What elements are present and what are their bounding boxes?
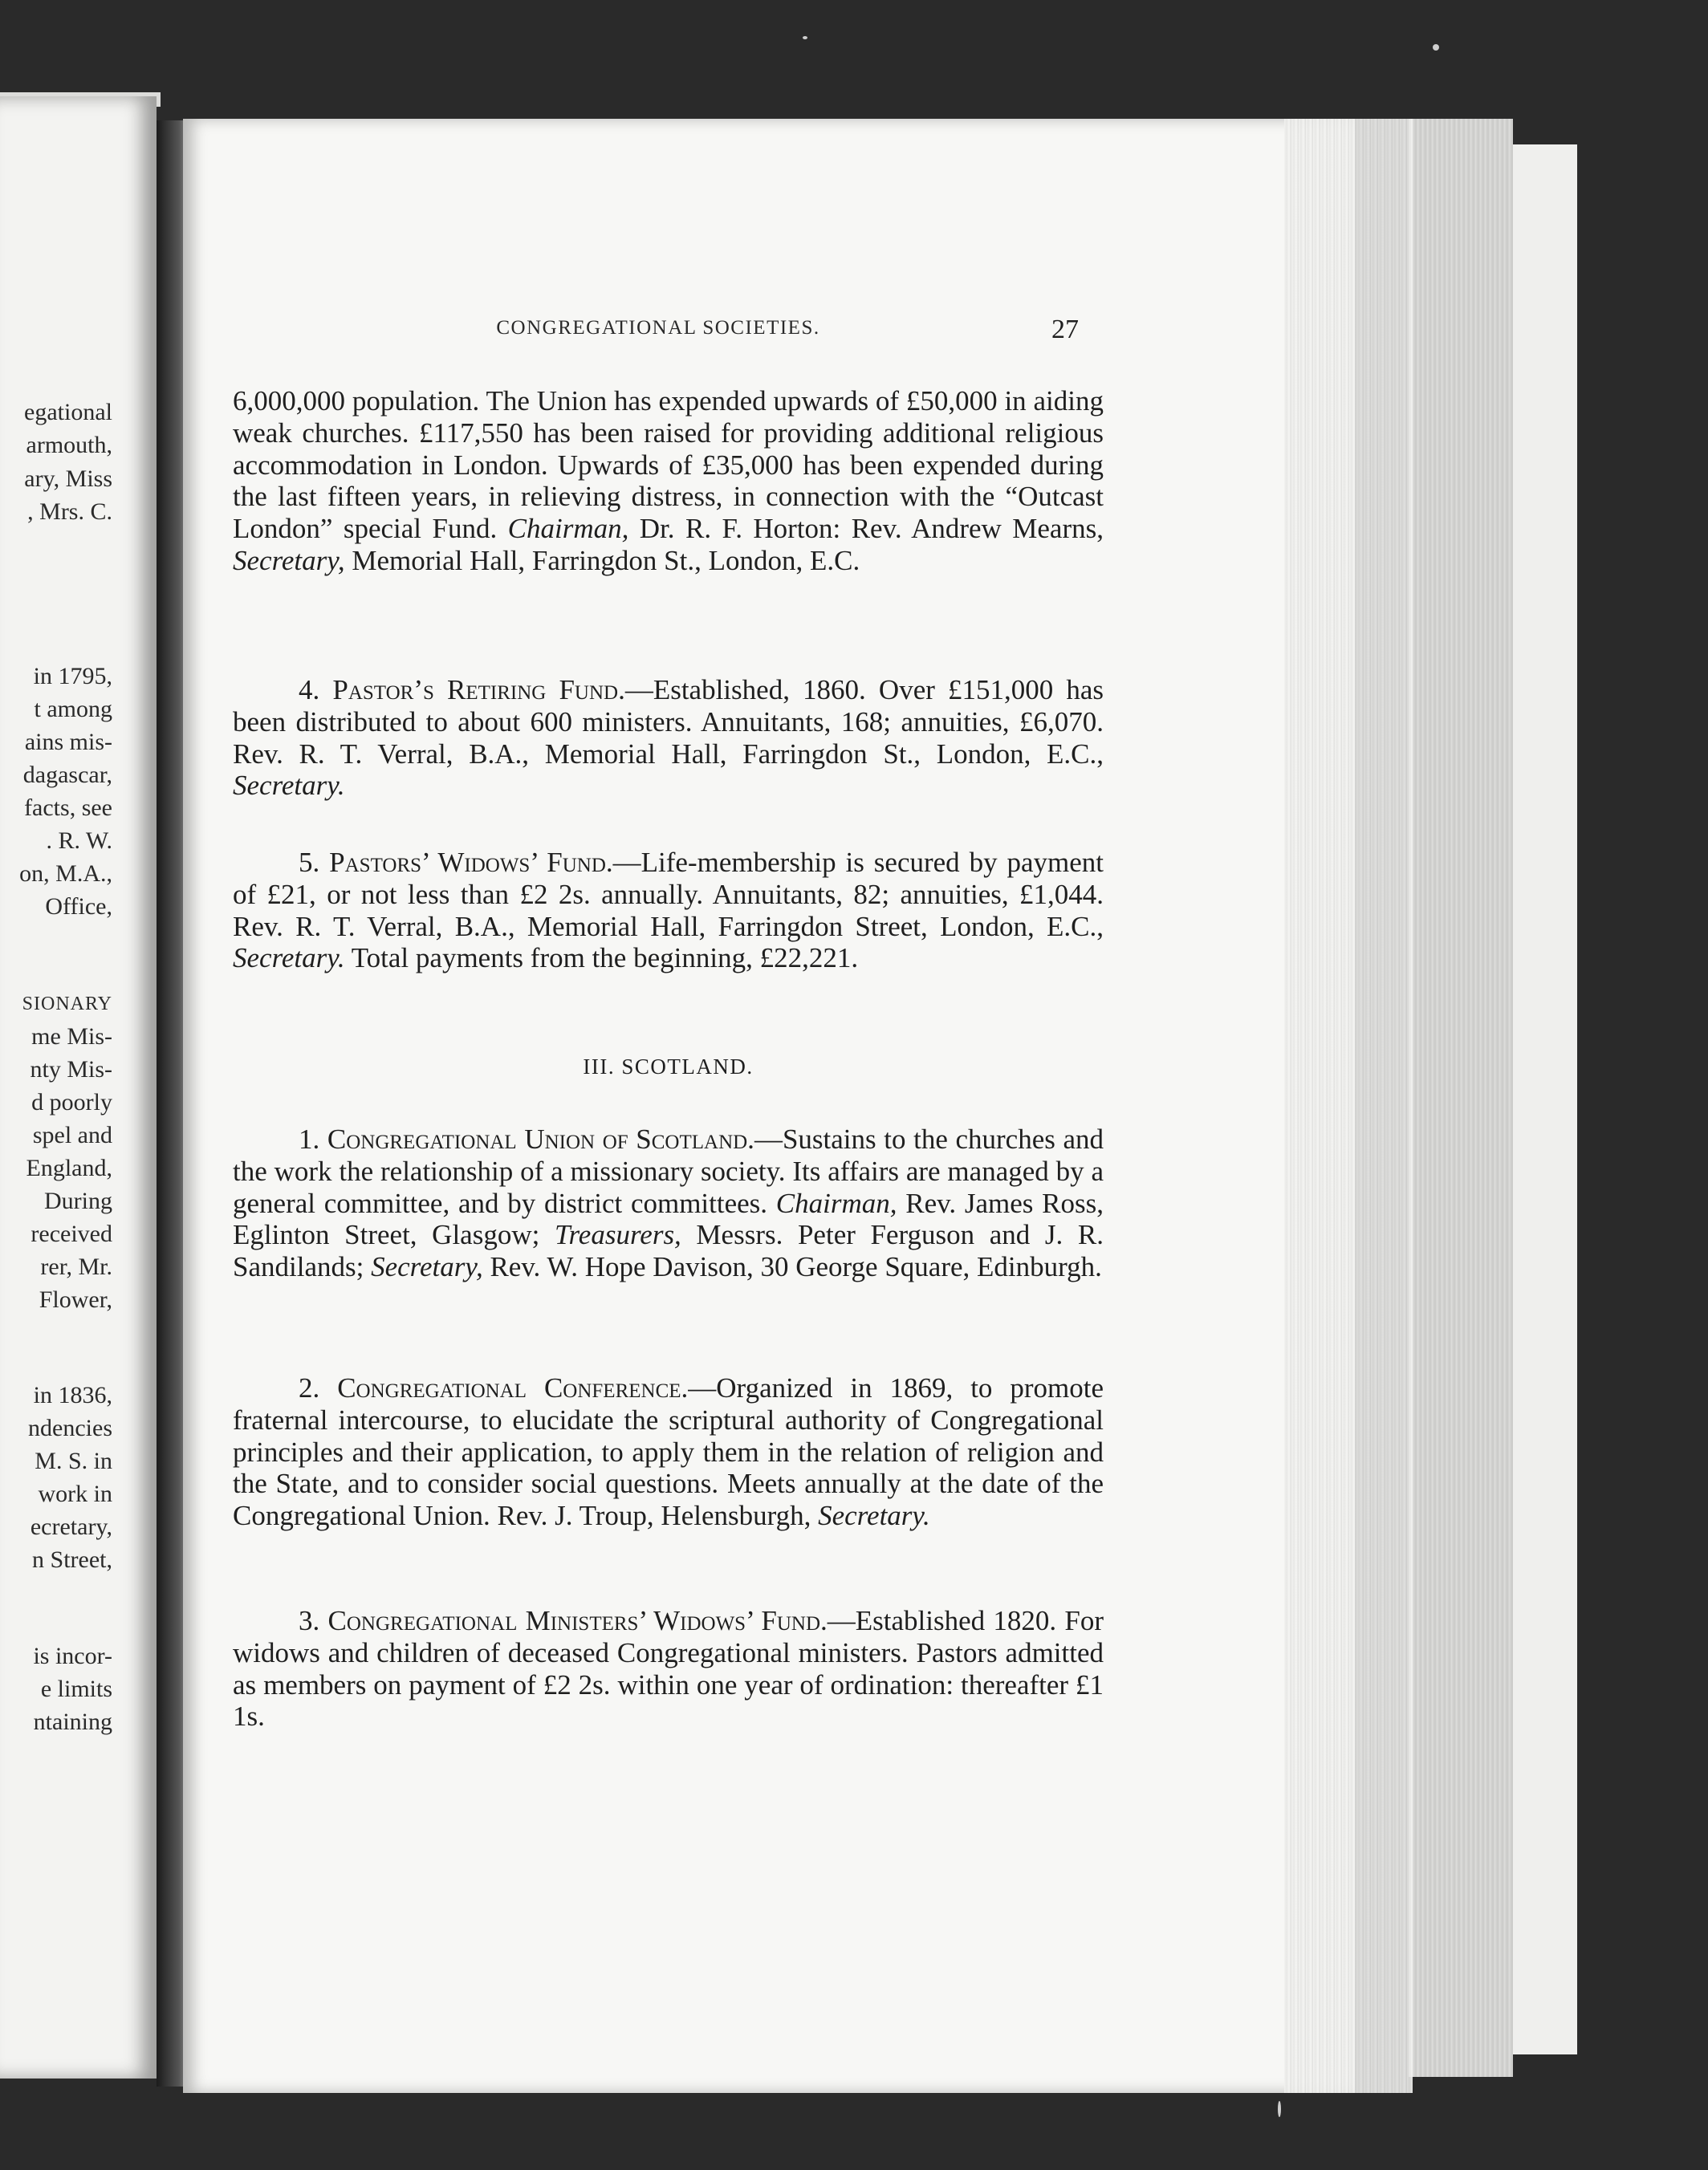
left-line: ains mis- xyxy=(24,729,112,755)
item-title: Congregational Conference. xyxy=(337,1372,689,1404)
dust-speck xyxy=(803,36,807,39)
left-line: . R. W. xyxy=(46,827,112,854)
left-line: in 1836, xyxy=(33,1382,112,1408)
italic-label: Secretary. xyxy=(233,942,345,974)
italic-label: Secretary. xyxy=(233,770,345,802)
left-line: , Mrs. C. xyxy=(27,498,112,525)
text-run: Rev. James Ross, Eglinton Street, Glasgow; xyxy=(233,1187,1104,1251)
item-title: Congregational Union of Scotland. xyxy=(327,1124,754,1155)
paragraph-union-of-scotland xyxy=(233,1124,1104,1283)
left-line: SIONARY xyxy=(22,994,112,1014)
left-line: me Mis- xyxy=(31,1023,112,1050)
back-cover xyxy=(1513,144,1577,2054)
left-line: nty Mis- xyxy=(30,1056,112,1083)
page-number: 27 xyxy=(1051,315,1079,344)
text-run: —Life-membership is secured by payment of £21, or not less than £2 2s. annually. Annuitants, 82; annuities, £1,044. Rev. R. T. Verral, B.A., Memorial Hall, Farringdon Street, London, E.C., xyxy=(233,847,1104,942)
left-line: n Street, xyxy=(32,1546,112,1573)
text-run: —Established, 1860. Over £151,000 has been distributed to about 600 ministers. Annuitants, 168; annuities, £6,070. Rev. R. T. Verral, B.A., Memorial Hall, Farringdon St., London, E.C., xyxy=(233,674,1104,770)
left-line: in 1795, xyxy=(33,663,112,689)
paragraph-pastors-retiring-fund xyxy=(233,674,1104,802)
left-line: Office, xyxy=(45,893,112,920)
left-line: ndencies xyxy=(28,1415,112,1441)
page-stack-edges-outer xyxy=(1409,119,1513,2077)
left-line: on, M.A., xyxy=(19,860,112,887)
italic-label: Chairman, xyxy=(775,1187,897,1219)
left-line: During xyxy=(44,1188,112,1214)
left-line: dagascar, xyxy=(22,762,112,788)
text-run: Dr. R. F. Horton: Rev. Andrew Mearns, xyxy=(628,513,1104,545)
item-number: 4. xyxy=(299,674,320,705)
paragraph-congregational-conference xyxy=(233,1372,1104,1532)
paragraph-pastors-widows-fund xyxy=(233,847,1104,974)
left-line: M. S. in xyxy=(35,1448,112,1474)
left-line: is incor- xyxy=(33,1643,112,1669)
text-run: —Organized in 1869, to promote fraternal intercourse, to elucidate the scriptural authority of Congregational principles and their application, to apply them in the relation of religion and the State, and to consider social questions. Meets annually at the date of the Congregational Union. Rev. J. Troup, Helensburgh, xyxy=(233,1372,1104,1532)
dust-speck xyxy=(1278,2101,1281,2117)
left-line: ntaining xyxy=(33,1709,112,1735)
section-heading: III. SCOTLAND. xyxy=(583,1055,754,1079)
left-line: spel and xyxy=(32,1122,112,1148)
text-run: —Sustains to the churches and the work the relationship of a missionary society. Its affairs are managed by a general committee, and by district committees. xyxy=(233,1124,1104,1219)
left-line: Flower, xyxy=(39,1286,112,1313)
left-line: rer, Mr. xyxy=(40,1254,112,1280)
page-stack-edges xyxy=(1284,119,1413,2093)
text-run: Memorial Hall, Farringdon St., London, E.C. xyxy=(344,544,860,576)
text-run: —Established 1820. For widows and children of deceased Congregational ministers. Pastors admitted as members on payment of £2 2s. within one year of ordination: thereafter £1 1s. xyxy=(233,1605,1104,1733)
left-line: ary, Miss xyxy=(24,465,112,492)
left-line: work in xyxy=(38,1481,112,1507)
text-run: Messrs. Peter Ferguson and J. R. Sandilands; xyxy=(233,1219,1104,1283)
left-line: d poorly xyxy=(31,1089,112,1115)
item-number: 2. xyxy=(299,1372,320,1404)
item-number: 3. xyxy=(299,1605,320,1636)
paragraph-ministers-widows-fund xyxy=(233,1605,1104,1733)
italic-label: Secretary, xyxy=(371,1251,483,1283)
text-run: Rev. W. Hope Davison, 30 George Square, Edinburgh. xyxy=(482,1251,1102,1283)
left-line: t among xyxy=(34,696,112,722)
left-line: ecretary, xyxy=(30,1514,112,1540)
left-line: e limits xyxy=(40,1676,112,1702)
italic-label: Chairman, xyxy=(507,513,629,545)
left-line: egational xyxy=(24,399,112,425)
dust-speck xyxy=(1433,44,1439,51)
paragraph-union-continued xyxy=(233,385,1104,577)
item-title: Pastors’ Widows’ Fund. xyxy=(329,847,613,878)
item-title: Congregational Ministers’ Widows’ Fund. xyxy=(327,1605,828,1636)
italic-label: Secretary, xyxy=(233,544,345,576)
left-line: armouth, xyxy=(26,432,112,458)
left-page xyxy=(0,96,157,2079)
item-number: 5. xyxy=(299,847,320,878)
left-line: received xyxy=(31,1221,112,1247)
item-number: 1. xyxy=(299,1124,320,1155)
running-head: CONGREGATIONAL SOCIETIES. xyxy=(496,317,820,339)
left-line: facts, see xyxy=(24,794,112,821)
italic-label: Treasurers, xyxy=(554,1219,681,1251)
text-run: 6,000,000 population. The Union has expended upwards of £50,000 in aiding weak churches. £117,550 has been raised for providing additional religious accommodation in London. Upwards of £35,000 has been expended during the last fifteen years, in relieving distress, in connection with the “Outcast London” special Fund. xyxy=(233,385,1104,545)
item-title: Pastor’s Retiring Fund. xyxy=(332,674,625,705)
left-line: England, xyxy=(26,1155,112,1181)
italic-label: Secretary. xyxy=(818,1500,930,1532)
text-run: Total payments from the beginning, £22,221. xyxy=(344,942,859,974)
